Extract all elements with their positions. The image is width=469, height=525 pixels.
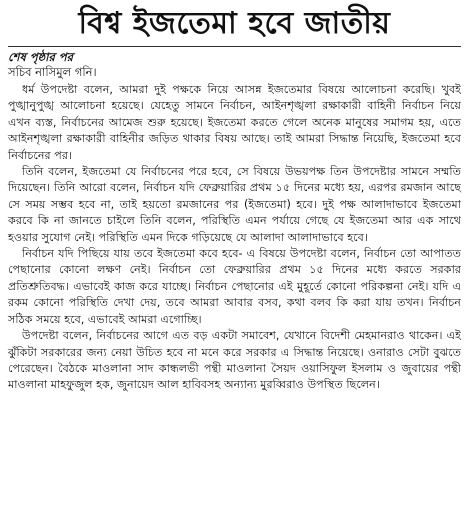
article-paragraph-2: তিনি বলেন, ইজতেমা যে নির্বাচনের পরে হবে, সে বিষয়ে উভয়পক্ষ তিন উপদেষ্টার সামনে সম্মতি দিয়েছেন। তিনি আরো বলেন, নির্বাচন যদি ফেব্রুয়ারির প্রথম ১৫ দিনের মধ্যে হয়, এরপর রমজান আছে সে সময় সম্ভব হবে না, তাই হয়তো রমজানের পর (ইজতেমা) হবে। দুই পক্ষ আলাদাভাবে ইজতেমা করবে কি না জানতে চাইলে তিনি বলেন, পরিস্থিতি এমন পর্যায়ে গেছে যে ইজতেমা আর এক সাথে হওয়ার সুযোগ নেই। পরিস্থিতি এমন দিকে গড়িয়েছে যে আলাদা আলাদাভাবে হবে। bbox=[8, 165, 461, 244]
lead-line: সচিব নাসিমুল গনি। bbox=[8, 65, 97, 79]
headline-divider bbox=[8, 46, 461, 47]
article-paragraph-3: নির্বাচন যদি পিছিয়ে যায় তবে ইজতেমা কবে হবে- এ বিষয়ে উপদেষ্টা বলেন, নির্বাচন তো আপাতত পেছানোর কোনো লক্ষণ নেই। নির্বাচন তো ফেব্রুয়ারির প্রথম ১৫ দিনের মধ্যে করতে সরকার প্রতিশ্রুতিবদ্ধ। এভাবেই কাজ করে যাচ্ছে। নির্বাচন পেছানোর এই মুহূর্তে কোনো পরিকল্পনা নেই। যদি এ রকম কোনো পরিস্থিতি দেখা দেয়, তবে আমরা আবার বসব, কথা বলব কি করা যায় তখন। নির্বাচন সঠিক সময়ে হবে, এভাবেই আমরা এগোচ্ছি। bbox=[8, 247, 461, 326]
continuation-line bbox=[8, 50, 461, 65]
continued-from-label: শেষ পৃষ্ঠার পর bbox=[8, 50, 73, 64]
article-headline: বিশ্ব ইজতেমা হবে জাতীয় bbox=[78, 6, 391, 41]
article-paragraph-4: উপদেষ্টা বলেন, নির্বাচনের আগে এত বড় একটা সমাবেশ, যেখানে বিদেশী মেহমানরাও থাকেন। এই ঝুঁকিটা সরকারের জন্য নেয়া উচিত হবে না মনে করে সরকার এ সিদ্ধান্ত নিয়েছে। ওনারাও সেটা বুঝতে পেরেছেন। বৈঠকে মাওলানা সাদ কান্ধলভী পন্থী মাওলানা সৈয়দ ওয়াসিফুল ইসলাম ও জুবায়ের পন্থী মাওলানা মাহফুজুল হক, জুনায়েদ আল হাবিবসহ অন্যান্য মুরব্বিরাও উপস্থিত ছিলেন। bbox=[8, 329, 461, 392]
article-paragraph-1: ধর্ম উপদেষ্টা বলেন, আমরা দুই পক্ষকে নিয়ে আসন্ন ইজতেমার বিষয়ে আলোচনা করেছি। খুবই পুঙ্খানুপুঙ্খ আলোচনা হয়েছে। যেহেতু সামনে নির্বাচন, আইনশৃঙ্খলা রক্ষাকারী বাহিনী নির্বাচন নিয়ে এখন ব্যস্ত, নির্বাচনের আমেজ শুরু হয়েছে। ইজতেমা করতে গেলে অনেক মানুষের সমাগম হয়, এতে আইনশৃঙ্খলা রক্ষাকারী বাহিনীর জড়িত থাকার বিষয় আছে। তাই আমরা সিদ্ধান্ত নিয়েছি, ইজতেমা হবে নির্বাচনের পর। bbox=[8, 83, 461, 162]
